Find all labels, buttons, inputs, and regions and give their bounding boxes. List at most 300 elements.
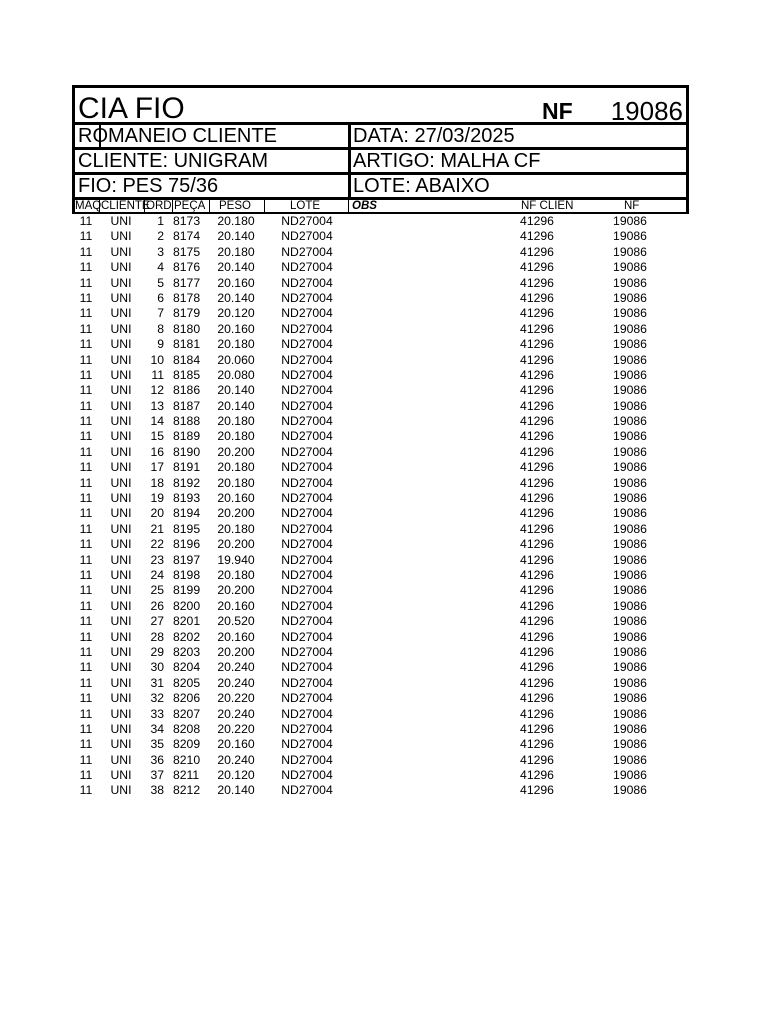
- cell-order: 25: [150, 583, 164, 598]
- table-row: [72, 291, 689, 306]
- cell-client: UNI: [110, 306, 132, 321]
- cell-client: UNI: [110, 460, 132, 475]
- cell-lot: ND27004: [281, 275, 333, 290]
- cell-invoice: 19086: [613, 737, 647, 752]
- cell-client: UNI: [110, 675, 132, 690]
- cell-piece: 8208: [173, 721, 201, 736]
- cell-client-invoice: 41296: [520, 583, 554, 598]
- cell-client: UNI: [110, 783, 132, 798]
- cell-order: 34: [150, 721, 164, 736]
- table-row: [72, 214, 689, 229]
- data-table-body: [72, 214, 689, 799]
- cell-machine: 11: [79, 629, 93, 644]
- cell-lot: ND27004: [281, 460, 333, 475]
- cell-lot: ND27004: [281, 691, 333, 706]
- cell-order: 9: [157, 337, 164, 352]
- table-row: [72, 337, 689, 352]
- cell-order: 32: [150, 691, 164, 706]
- romaneio-title: ROMANEIO CLIENTE: [78, 125, 277, 147]
- table-row: [72, 737, 689, 752]
- cell-weight: 20.060: [217, 352, 255, 367]
- cell-invoice: 19086: [613, 460, 647, 475]
- title-row: [72, 85, 689, 125]
- client-field: CLIENTE: UNIGRAM: [78, 150, 269, 172]
- cell-client: UNI: [110, 721, 132, 736]
- table-row: [72, 568, 689, 583]
- cell-invoice: 19086: [613, 229, 647, 244]
- cell-lot: ND27004: [281, 398, 333, 413]
- cell-invoice: 19086: [613, 491, 647, 506]
- cell-piece: 8201: [173, 614, 201, 629]
- table-row: [72, 368, 689, 383]
- cell-order: 4: [157, 260, 164, 275]
- cell-machine: 11: [79, 414, 93, 429]
- cell-order: 5: [157, 275, 164, 290]
- cell-machine: 11: [79, 321, 93, 336]
- cell-order: 26: [150, 598, 164, 613]
- cell-order: 36: [150, 752, 164, 767]
- table-row: [72, 722, 689, 737]
- cell-client-invoice: 41296: [520, 414, 554, 429]
- cell-invoice: 19086: [613, 214, 647, 228]
- cell-client-invoice: 41296: [520, 260, 554, 275]
- table-row: [72, 783, 689, 798]
- table-row: [72, 537, 689, 552]
- cell-client: UNI: [110, 383, 132, 398]
- cell-invoice: 19086: [613, 768, 647, 783]
- cell-client-invoice: 41296: [520, 660, 554, 675]
- cell-invoice: 19086: [613, 383, 647, 398]
- cell-invoice: 19086: [613, 337, 647, 352]
- cell-machine: 11: [79, 306, 93, 321]
- cell-piece: 8180: [173, 321, 201, 336]
- cell-client: UNI: [110, 629, 132, 644]
- table-row: [72, 707, 689, 722]
- cell-client-invoice: 41296: [520, 383, 554, 398]
- cell-client-invoice: 41296: [520, 598, 554, 613]
- cell-piece: 8200: [173, 598, 201, 613]
- cell-weight: 20.180: [217, 337, 255, 352]
- cell-client: UNI: [110, 691, 132, 706]
- cell-order: 19: [150, 491, 164, 506]
- header-divider: [264, 200, 265, 212]
- cell-order: 16: [150, 444, 164, 459]
- cell-machine: 11: [79, 537, 93, 552]
- col-header-client: CLIENTE: [101, 200, 150, 212]
- cell-weight: 20.180: [217, 460, 255, 475]
- cell-lot: ND27004: [281, 521, 333, 536]
- cell-client-invoice: 41296: [520, 644, 554, 659]
- cell-machine: 11: [79, 460, 93, 475]
- cell-client: UNI: [110, 475, 132, 490]
- lot-field: LOTE: ABAIXO: [353, 175, 490, 197]
- cell-order: 28: [150, 629, 164, 644]
- cell-client-invoice: 41296: [520, 367, 554, 382]
- cell-client: UNI: [110, 229, 132, 244]
- cell-weight: 20.200: [217, 644, 255, 659]
- cell-order: 8: [157, 321, 164, 336]
- date-field: DATA: 27/03/2025: [353, 125, 515, 147]
- cell-machine: 11: [79, 260, 93, 275]
- cell-client-invoice: 41296: [520, 752, 554, 767]
- cell-piece: 8176: [173, 260, 201, 275]
- cell-piece: 8197: [173, 552, 201, 567]
- cell-lot: ND27004: [281, 768, 333, 783]
- column-divider: [348, 147, 351, 175]
- column-divider: [348, 172, 351, 200]
- table-row: [72, 429, 689, 444]
- cell-client: UNI: [110, 768, 132, 783]
- cell-machine: 11: [79, 752, 93, 767]
- cell-lot: ND27004: [281, 598, 333, 613]
- cell-weight: 20.200: [217, 444, 255, 459]
- cell-lot: ND27004: [281, 583, 333, 598]
- cell-machine: 11: [79, 768, 93, 783]
- cell-lot: ND27004: [281, 706, 333, 721]
- cell-machine: 11: [79, 398, 93, 413]
- cell-invoice: 19086: [613, 660, 647, 675]
- cell-client-invoice: 41296: [520, 475, 554, 490]
- cell-lot: ND27004: [281, 675, 333, 690]
- cell-piece: 8195: [173, 521, 201, 536]
- cell-weight: 20.240: [217, 675, 255, 690]
- col-header-weight: PESO: [219, 200, 251, 212]
- cell-client-invoice: 41296: [520, 783, 554, 798]
- cell-piece: 8191: [173, 460, 201, 475]
- cell-order: 17: [150, 460, 164, 475]
- cell-invoice: 19086: [613, 321, 647, 336]
- col-header-lot: LOTE: [290, 200, 321, 212]
- nf-label: NF: [542, 98, 573, 124]
- cell-invoice: 19086: [613, 629, 647, 644]
- cell-lot: ND27004: [281, 614, 333, 629]
- cell-client: UNI: [110, 398, 132, 413]
- header-divider: [99, 200, 100, 212]
- cell-piece: 8179: [173, 306, 201, 321]
- cell-invoice: 19086: [613, 260, 647, 275]
- cell-client-invoice: 41296: [520, 552, 554, 567]
- cell-order: 27: [150, 614, 164, 629]
- cell-piece: 8198: [173, 567, 201, 582]
- cell-client: UNI: [110, 414, 132, 429]
- cell-machine: 11: [79, 475, 93, 490]
- col-header-piece: PEÇA: [174, 200, 206, 212]
- cell-client-invoice: 41296: [520, 352, 554, 367]
- yarn-row: [72, 175, 689, 200]
- cell-lot: ND27004: [281, 229, 333, 244]
- cell-piece: 8207: [173, 706, 201, 721]
- cell-client: UNI: [110, 367, 132, 382]
- cell-invoice: 19086: [613, 275, 647, 290]
- cell-lot: ND27004: [281, 506, 333, 521]
- cell-weight: 20.160: [217, 491, 255, 506]
- cell-invoice: 19086: [613, 414, 647, 429]
- cell-machine: 11: [79, 367, 93, 382]
- cell-order: 14: [150, 414, 164, 429]
- cell-machine: 11: [79, 614, 93, 629]
- cell-weight: 20.160: [217, 629, 255, 644]
- cell-order: 6: [157, 290, 164, 305]
- cell-order: 30: [150, 660, 164, 675]
- cell-machine: 11: [79, 675, 93, 690]
- cell-piece: 8203: [173, 644, 201, 659]
- cell-order: 12: [150, 383, 164, 398]
- cell-client-invoice: 41296: [520, 675, 554, 690]
- cell-client: UNI: [110, 429, 132, 444]
- table-row: [72, 630, 689, 645]
- cell-piece: 8209: [173, 737, 201, 752]
- cell-weight: 20.140: [217, 229, 255, 244]
- yarn-field: FIO: PES 75/36: [78, 175, 219, 197]
- cell-lot: ND27004: [281, 260, 333, 275]
- cell-invoice: 19086: [613, 614, 647, 629]
- romaneio-sheet: [72, 85, 689, 799]
- table-row: [72, 553, 689, 568]
- cell-client: UNI: [110, 290, 132, 305]
- column-divider: [348, 122, 351, 150]
- cell-client: UNI: [110, 444, 132, 459]
- cell-order: 23: [150, 552, 164, 567]
- cell-order: 20: [150, 506, 164, 521]
- table-row: [72, 583, 689, 598]
- cell-machine: 11: [79, 583, 93, 598]
- cell-piece: 8181: [173, 337, 201, 352]
- cell-client: UNI: [110, 583, 132, 598]
- article-field: ARTIGO: MALHA CF: [353, 150, 541, 172]
- cell-client-invoice: 41296: [520, 214, 554, 228]
- cell-client: UNI: [110, 244, 132, 259]
- cell-client-invoice: 41296: [520, 721, 554, 736]
- cell-weight: 20.520: [217, 614, 255, 629]
- cell-lot: ND27004: [281, 644, 333, 659]
- cell-client-invoice: 41296: [520, 567, 554, 582]
- cell-client-invoice: 41296: [520, 629, 554, 644]
- cell-machine: 11: [79, 660, 93, 675]
- cell-piece: 8193: [173, 491, 201, 506]
- cell-invoice: 19086: [613, 352, 647, 367]
- cell-client-invoice: 41296: [520, 337, 554, 352]
- cell-weight: 20.220: [217, 721, 255, 736]
- cell-client: UNI: [110, 491, 132, 506]
- cell-weight: 20.240: [217, 706, 255, 721]
- table-row: [72, 229, 689, 244]
- table-row: [72, 322, 689, 337]
- cell-client: UNI: [110, 537, 132, 552]
- cell-machine: 11: [79, 737, 93, 752]
- cell-weight: 20.240: [217, 660, 255, 675]
- cell-invoice: 19086: [613, 244, 647, 259]
- cell-machine: 11: [79, 706, 93, 721]
- cell-lot: ND27004: [281, 783, 333, 798]
- cell-client: UNI: [110, 521, 132, 536]
- cell-weight: 19.940: [217, 552, 255, 567]
- cell-client: UNI: [110, 598, 132, 613]
- cell-machine: 11: [79, 275, 93, 290]
- cell-weight: 20.120: [217, 306, 255, 321]
- cell-client-invoice: 41296: [520, 491, 554, 506]
- cell-piece: 8206: [173, 691, 201, 706]
- col-header-obs: OBS: [352, 200, 377, 212]
- cell-invoice: 19086: [613, 552, 647, 567]
- cell-weight: 20.160: [217, 598, 255, 613]
- cell-weight: 20.160: [217, 737, 255, 752]
- cell-lot: ND27004: [281, 737, 333, 752]
- cell-order: 24: [150, 567, 164, 582]
- cell-order: 31: [150, 675, 164, 690]
- table-row: [72, 506, 689, 521]
- cell-client: UNI: [110, 214, 132, 228]
- cell-machine: 11: [79, 244, 93, 259]
- cell-client-invoice: 41296: [520, 398, 554, 413]
- cell-client-invoice: 41296: [520, 521, 554, 536]
- cell-piece: 8204: [173, 660, 201, 675]
- cell-order: 18: [150, 475, 164, 490]
- cell-invoice: 19086: [613, 444, 647, 459]
- cell-client-invoice: 41296: [520, 460, 554, 475]
- cell-invoice: 19086: [613, 706, 647, 721]
- cell-lot: ND27004: [281, 290, 333, 305]
- cell-invoice: 19086: [613, 783, 647, 798]
- cell-piece: 8205: [173, 675, 201, 690]
- cell-machine: 11: [79, 567, 93, 582]
- cell-weight: 20.240: [217, 752, 255, 767]
- cell-client: UNI: [110, 614, 132, 629]
- cell-invoice: 19086: [613, 675, 647, 690]
- cell-client: UNI: [110, 552, 132, 567]
- cell-weight: 20.180: [217, 521, 255, 536]
- cell-machine: 11: [79, 506, 93, 521]
- cell-piece: 8177: [173, 275, 201, 290]
- cell-invoice: 19086: [613, 537, 647, 552]
- cell-piece: 8202: [173, 629, 201, 644]
- cell-piece: 8187: [173, 398, 201, 413]
- cell-client-invoice: 41296: [520, 614, 554, 629]
- cell-weight: 20.200: [217, 583, 255, 598]
- cell-client-invoice: 41296: [520, 290, 554, 305]
- client-row: [72, 150, 689, 175]
- cell-piece: 8212: [173, 783, 201, 798]
- nf-number: 19086: [610, 96, 683, 126]
- cell-invoice: 19086: [613, 721, 647, 736]
- cell-invoice: 19086: [613, 521, 647, 536]
- cell-piece: 8189: [173, 429, 201, 444]
- cell-machine: 11: [79, 552, 93, 567]
- table-row: [72, 445, 689, 460]
- cell-lot: ND27004: [281, 444, 333, 459]
- cell-weight: 20.140: [217, 260, 255, 275]
- cell-machine: 11: [79, 644, 93, 659]
- cell-machine: 11: [79, 229, 93, 244]
- cell-invoice: 19086: [613, 691, 647, 706]
- cell-piece: 8184: [173, 352, 201, 367]
- cell-order: 1: [157, 214, 164, 228]
- cell-order: 15: [150, 429, 164, 444]
- table-row: [72, 399, 689, 414]
- cell-lot: ND27004: [281, 337, 333, 352]
- cell-lot: ND27004: [281, 552, 333, 567]
- cell-weight: 20.140: [217, 290, 255, 305]
- cell-order: 21: [150, 521, 164, 536]
- cell-machine: 11: [79, 783, 93, 798]
- cell-invoice: 19086: [613, 583, 647, 598]
- cell-client-invoice: 41296: [520, 429, 554, 444]
- cell-order: 35: [150, 737, 164, 752]
- cell-invoice: 19086: [613, 475, 647, 490]
- cell-weight: 20.180: [217, 567, 255, 582]
- cell-client: UNI: [110, 752, 132, 767]
- cell-client: UNI: [110, 352, 132, 367]
- cell-weight: 20.120: [217, 768, 255, 783]
- cell-client: UNI: [110, 660, 132, 675]
- col-header-order: ORD: [146, 200, 172, 212]
- romaneio-row: [72, 125, 689, 150]
- cell-invoice: 19086: [613, 290, 647, 305]
- cell-machine: 11: [79, 444, 93, 459]
- col-header-client-invoice: NF CLIEN: [521, 200, 574, 212]
- table-row: [72, 753, 689, 768]
- cell-order: 33: [150, 706, 164, 721]
- cell-weight: 20.180: [217, 475, 255, 490]
- cell-client: UNI: [110, 275, 132, 290]
- table-row: [72, 522, 689, 537]
- cell-lot: ND27004: [281, 537, 333, 552]
- cell-client: UNI: [110, 737, 132, 752]
- table-row: [72, 476, 689, 491]
- cell-order: 10: [150, 352, 164, 367]
- cell-machine: 11: [79, 429, 93, 444]
- table-row: [72, 645, 689, 660]
- cell-piece: 8199: [173, 583, 201, 598]
- cell-order: 37: [150, 768, 164, 783]
- table-row: [72, 614, 689, 629]
- cell-piece: 8194: [173, 506, 201, 521]
- table-row: [72, 599, 689, 614]
- cell-machine: 11: [79, 337, 93, 352]
- cell-invoice: 19086: [613, 567, 647, 582]
- cell-client-invoice: 41296: [520, 244, 554, 259]
- cell-weight: 20.140: [217, 783, 255, 798]
- cell-invoice: 19086: [613, 398, 647, 413]
- table-row: [72, 660, 689, 675]
- cell-client-invoice: 41296: [520, 229, 554, 244]
- cell-client: UNI: [110, 644, 132, 659]
- cell-client-invoice: 41296: [520, 768, 554, 783]
- cell-weight: 20.180: [217, 429, 255, 444]
- cell-piece: 8192: [173, 475, 201, 490]
- cell-weight: 20.080: [217, 367, 255, 382]
- header-divider: [172, 200, 173, 212]
- cell-client-invoice: 41296: [520, 706, 554, 721]
- cell-lot: ND27004: [281, 352, 333, 367]
- cell-client-invoice: 41296: [520, 275, 554, 290]
- table-row: [72, 691, 689, 706]
- cell-client-invoice: 41296: [520, 444, 554, 459]
- cell-weight: 20.180: [217, 244, 255, 259]
- cell-piece: 8211: [173, 768, 200, 783]
- cell-client-invoice: 41296: [520, 537, 554, 552]
- cell-machine: 11: [79, 491, 93, 506]
- cell-lot: ND27004: [281, 306, 333, 321]
- cell-order: 22: [150, 537, 164, 552]
- cell-weight: 20.160: [217, 321, 255, 336]
- cell-piece: 8210: [173, 752, 201, 767]
- cell-weight: 20.200: [217, 537, 255, 552]
- cell-lot: ND27004: [281, 214, 333, 228]
- table-row: [72, 491, 689, 506]
- col-header-machine: MAQ: [75, 200, 102, 212]
- table-row: [72, 460, 689, 475]
- cell-client-invoice: 41296: [520, 737, 554, 752]
